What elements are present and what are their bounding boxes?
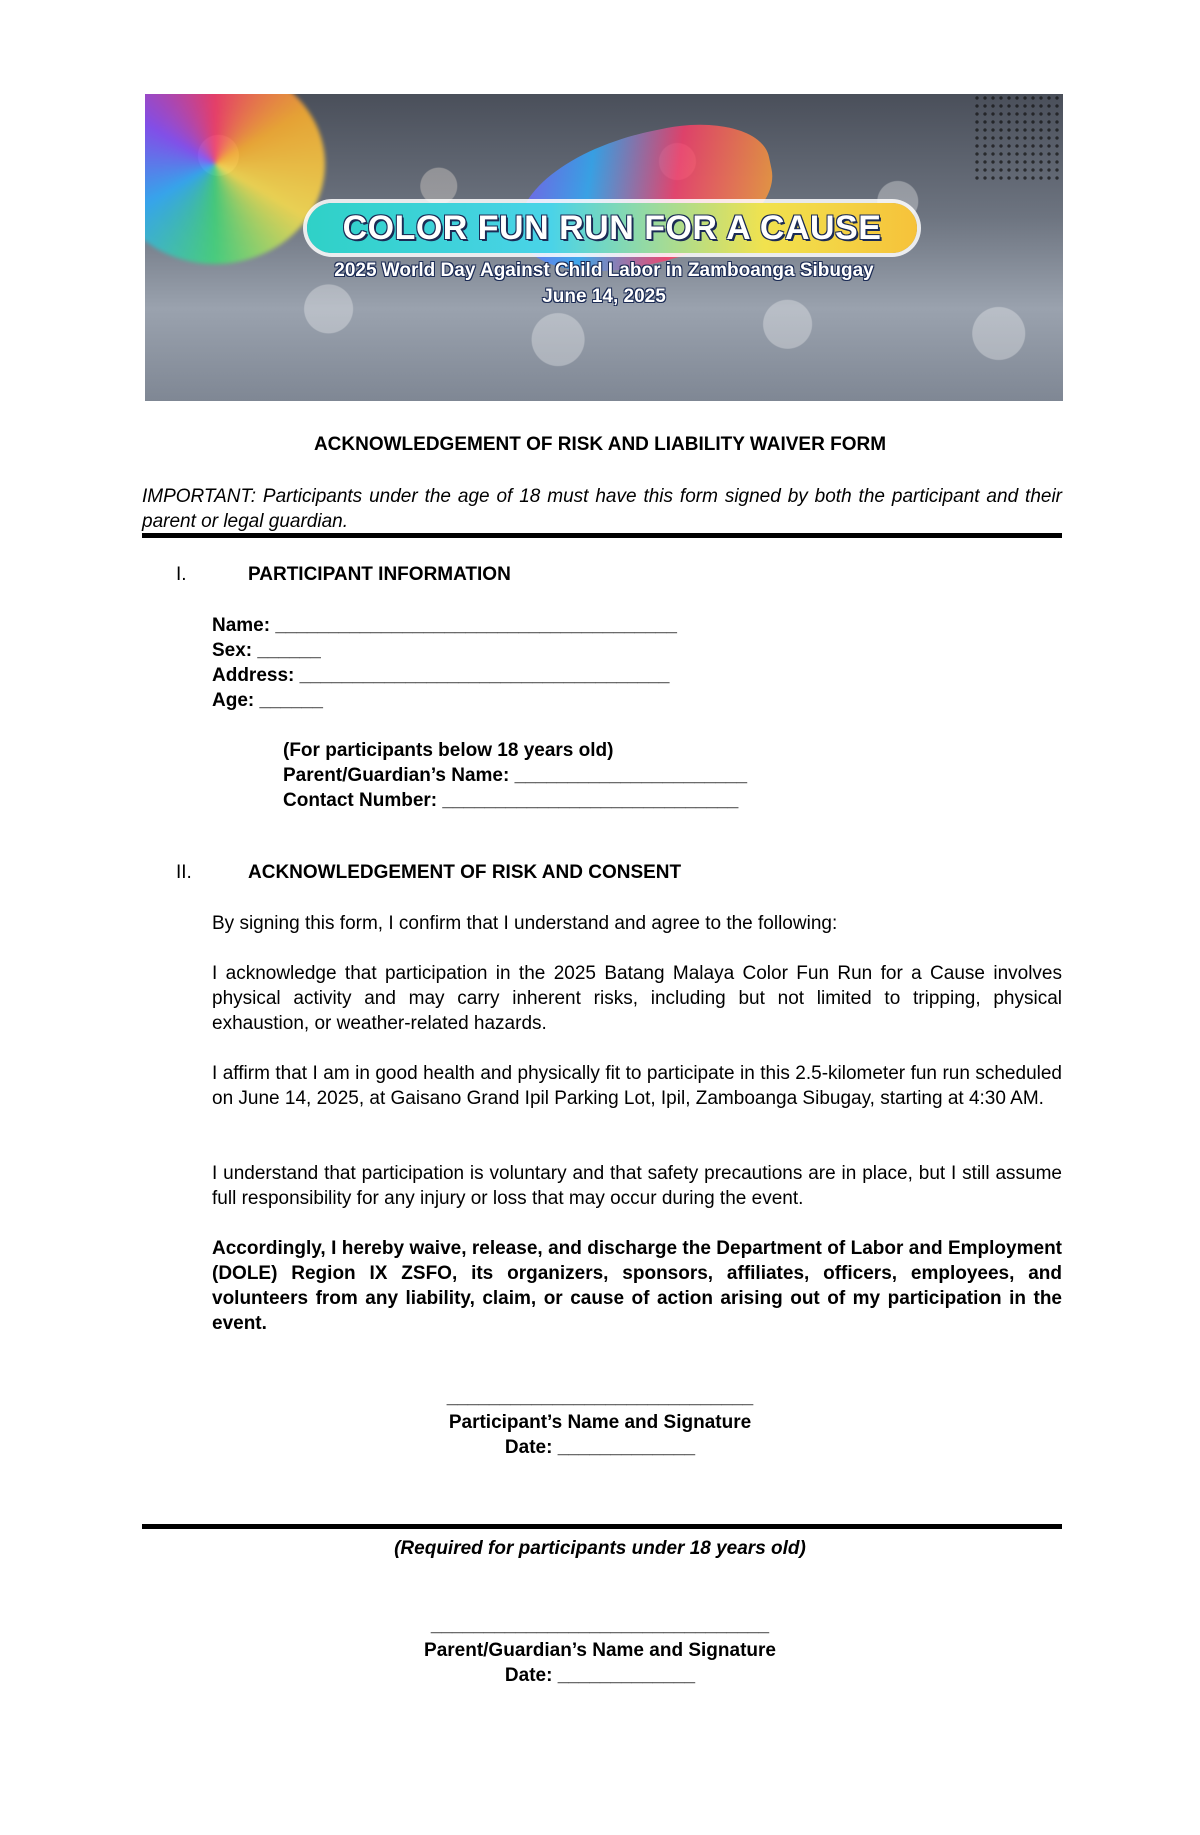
banner-title: COLOR FUN RUN FOR A CAUSE bbox=[342, 208, 882, 247]
contact-number-field[interactable]: Contact Number: ____________________________ bbox=[283, 790, 739, 811]
section2-title: ACKNOWLEDGEMENT OF RISK AND CONSENT bbox=[248, 862, 682, 883]
participant-signature-line[interactable]: _____________________________ bbox=[446, 1387, 754, 1408]
event-banner-image bbox=[145, 94, 1063, 401]
banner-date: June 14, 2025 bbox=[542, 286, 666, 307]
section1-title: PARTICIPANT INFORMATION bbox=[248, 564, 511, 585]
guardian-signature-label: Parent/Guardian’s Name and Signature bbox=[424, 1640, 776, 1661]
section1-number: I. bbox=[176, 564, 187, 585]
divider-top bbox=[142, 533, 1062, 538]
participant-date-field[interactable]: Date: _____________ bbox=[504, 1437, 696, 1458]
guardian-name-field[interactable]: Parent/Guardian’s Name: ______________________ bbox=[283, 765, 748, 786]
age-field[interactable]: Age: ______ bbox=[212, 690, 323, 711]
divider-bottom bbox=[142, 1524, 1062, 1529]
participant-signature-label: Participant’s Name and Signature bbox=[448, 1412, 752, 1433]
guardian-date-field[interactable]: Date: _____________ bbox=[504, 1665, 696, 1686]
important-note: IMPORTANT: Participants under the age of 18 must have this form signed by both the participant and their parent or legal guardian. bbox=[142, 486, 1062, 532]
halftone-dots-graphic bbox=[973, 94, 1063, 184]
consent-paragraph-voluntary: I understand that participation is voluntary and that safety precautions are in place, but I still assume full responsibility for any injury or loss that may occur during the event. bbox=[212, 1163, 1062, 1209]
minor-note: (For participants below 18 years old) bbox=[283, 740, 614, 761]
consent-paragraph-risk: I acknowledge that participation in the 2025 Batang Malaya Color Fun Run for a Cause involves physical activity and may carry inherent risks, including but not limited to tripping, physical exhaustion, or weather-related hazards. bbox=[212, 963, 1062, 1034]
rainbow-swirl-graphic bbox=[145, 94, 325, 264]
banner-title-pill bbox=[307, 203, 917, 253]
banner-subtitle: 2025 World Day Against Child Labor in Zamboanga Sibugay bbox=[334, 260, 874, 281]
name-field[interactable]: Name: ______________________________________ bbox=[212, 615, 677, 636]
consent-intro: By signing this form, I confirm that I understand and agree to the following: bbox=[212, 913, 838, 934]
required-note: (Required for participants under 18 years old) bbox=[394, 1538, 806, 1559]
address-field[interactable]: Address: ___________________________________ bbox=[212, 665, 670, 686]
section2-number: II. bbox=[176, 862, 192, 883]
form-title: ACKNOWLEDGEMENT OF RISK AND LIABILITY WAIVER FORM bbox=[313, 434, 887, 455]
guardian-signature-line[interactable]: ________________________________ bbox=[430, 1615, 770, 1636]
consent-paragraph-health: I affirm that I am in good health and physically fit to participate in this 2.5-kilometer fun run scheduled on June 14, 2025, at Gaisano Grand Ipil Parking Lot, Ipil, Zamboanga Sibugay, starting at 4:30 AM. bbox=[212, 1063, 1062, 1109]
sex-field[interactable]: Sex: ______ bbox=[212, 640, 321, 661]
waiver-paragraph: Accordingly, I hereby waive, release, and discharge the Department of Labor and Employment (DOLE) Region IX ZSFO, its organizers, sponsors, affiliates, officers, employees, and volunteers from any liability, claim, or cause of action arising out of my participation in the event. bbox=[212, 1238, 1062, 1334]
